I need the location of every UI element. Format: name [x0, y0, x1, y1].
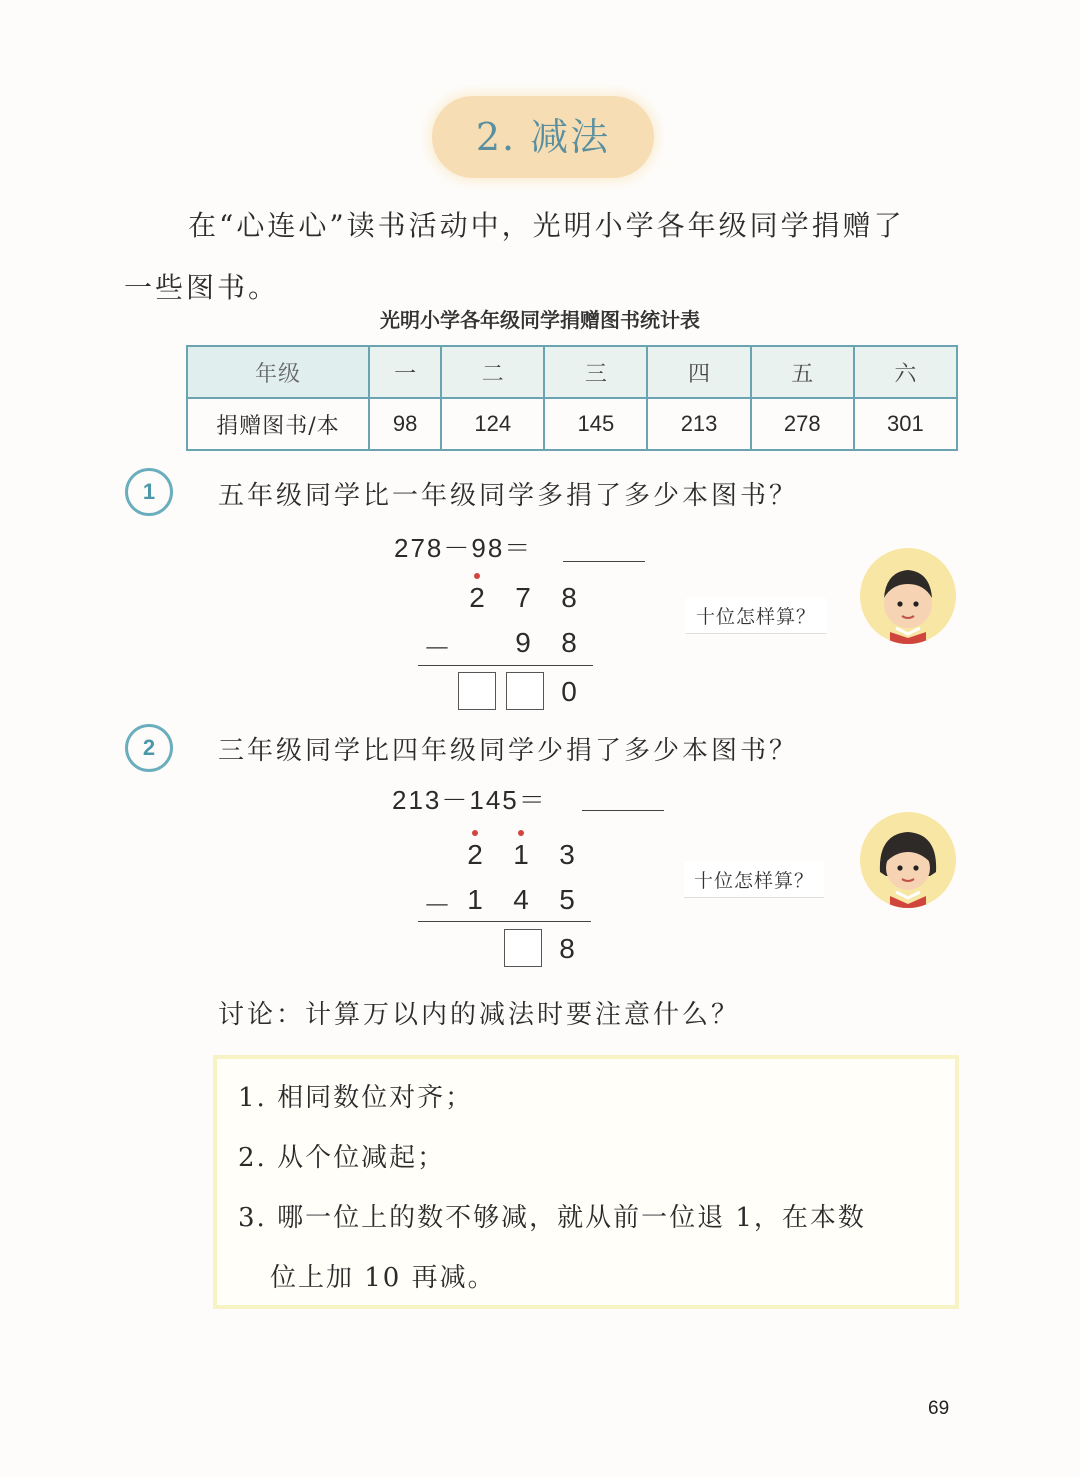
question-2-badge: 2	[125, 724, 173, 772]
question-2-answer-blank	[582, 810, 664, 811]
row-label: 捐赠图书/本	[187, 398, 369, 450]
girl-avatar	[860, 812, 956, 908]
borrow-dot	[518, 830, 524, 836]
digit: 5	[559, 884, 575, 915]
digit: 7	[515, 582, 531, 613]
header-label: 年级	[187, 346, 369, 398]
summary-item: 2. 从个位减起；	[238, 1143, 446, 1173]
value-cell: 278	[751, 398, 854, 450]
intro-line-2: 一些图书。	[124, 271, 280, 304]
section-title: 2. 减法	[475, 115, 611, 159]
intro-line-1: 在“心连心”读书活动中，光明小学各年级同学捐赠了	[188, 209, 905, 242]
digit: 8	[561, 582, 577, 613]
digit: 9	[515, 627, 531, 658]
table-title: 光明小学各年级同学捐赠图书统计表	[380, 308, 700, 332]
grade-cell: 一	[369, 346, 441, 398]
table-header-row	[187, 346, 957, 398]
borrow-dot	[472, 830, 478, 836]
grade-cell: 二	[441, 346, 544, 398]
table-value-row	[187, 398, 957, 450]
value-cell: 213	[647, 398, 750, 450]
digit: 3	[559, 839, 575, 870]
question-1-text: 五年级同学比一年级同学多捐了多少本图书？	[218, 481, 799, 511]
girl-face-icon	[860, 812, 956, 908]
value-cell: 145	[544, 398, 647, 450]
grade-cell: 四	[647, 346, 750, 398]
donation-table	[186, 345, 958, 451]
vertical-subtraction-rule	[418, 921, 591, 922]
summary-item: 3. 哪一位上的数不够减，就从前一位退 1，在本数	[238, 1203, 866, 1233]
result-digit: 0	[561, 676, 577, 707]
question-1-badge: 1	[125, 468, 173, 516]
answer-box[interactable]	[506, 672, 544, 710]
grade-cell: 五	[751, 346, 854, 398]
question-1-answer-blank	[563, 561, 645, 562]
question-2-text: 三年级同学比四年级同学少捐了多少本图书？	[218, 736, 799, 766]
result-digit: 8	[559, 933, 575, 964]
digit: 8	[561, 627, 577, 658]
page-number: 69	[928, 1398, 950, 1419]
speech-prompt: 十位怎样算？	[686, 598, 826, 634]
boy-avatar	[860, 548, 956, 644]
minus-sign: －	[422, 633, 451, 664]
value-cell: 98	[369, 398, 441, 450]
answer-box[interactable]	[458, 672, 496, 710]
vertical-subtraction-rule	[418, 665, 593, 666]
question-2-equation: 213－145＝	[392, 785, 547, 815]
digit: 1	[513, 839, 529, 870]
summary-item-continued: 位上加 10 再减。	[270, 1263, 496, 1293]
grade-cell: 三	[544, 346, 647, 398]
borrow-dot	[474, 573, 480, 579]
value-cell: 124	[441, 398, 544, 450]
summary-item: 1. 相同数位对齐；	[238, 1083, 474, 1113]
answer-box[interactable]	[504, 929, 542, 967]
digit: 2	[467, 839, 483, 870]
discussion-prompt: 讨论：计算万以内的减法时要注意什么？	[218, 1000, 741, 1030]
boy-face-icon	[860, 548, 956, 644]
speech-prompt: 十位怎样算？	[684, 862, 824, 898]
digit: 4	[513, 884, 529, 915]
question-1-equation: 278－98＝	[394, 533, 533, 563]
digit: 1	[467, 884, 483, 915]
value-cell: 301	[854, 398, 957, 450]
grade-cell: 六	[854, 346, 957, 398]
digit: 2	[469, 582, 485, 613]
minus-sign: －	[422, 890, 451, 921]
